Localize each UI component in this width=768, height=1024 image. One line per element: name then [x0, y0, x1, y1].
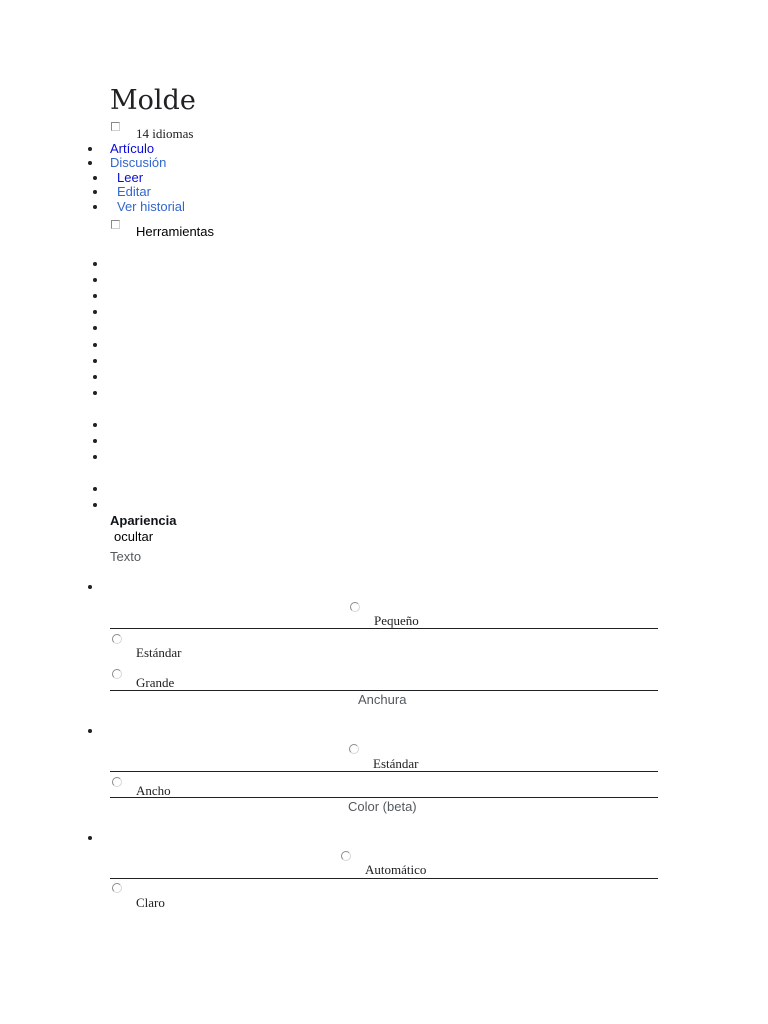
text-size-large-radio[interactable] — [112, 669, 122, 679]
width-wide-label: Ancho — [136, 783, 171, 798]
list-bullet — [88, 836, 92, 840]
color-light-label: Claro — [136, 895, 165, 910]
width-label: Anchura — [358, 692, 407, 707]
list-bullet — [93, 278, 97, 282]
list-bullet — [93, 359, 97, 363]
list-bullet — [88, 161, 92, 165]
text-size-label: Texto — [110, 549, 142, 564]
list-bullet — [93, 439, 97, 443]
list-bullet — [93, 391, 97, 395]
text-size-small-radio[interactable] — [350, 602, 360, 612]
list-bullet — [93, 375, 97, 379]
tab-read[interactable]: Leer — [117, 170, 144, 185]
list-bullet — [93, 310, 97, 314]
list-bullet — [93, 326, 97, 330]
language-menu-label[interactable]: 14 idiomas — [136, 126, 194, 141]
appearance-heading: Apariencia — [110, 513, 177, 528]
tab-discussion[interactable]: Discusión — [110, 155, 167, 170]
list-bullet — [93, 503, 97, 507]
width-standard-label: Estándar — [373, 756, 419, 771]
list-bullet — [93, 423, 97, 427]
list-bullet — [93, 190, 97, 194]
color-auto-label: Automático — [365, 862, 427, 877]
text-size-small-label: Pequeño — [374, 613, 419, 628]
divider — [110, 771, 658, 772]
appearance-hide-button[interactable]: ocultar — [114, 529, 154, 544]
text-size-large-label: Grande — [136, 675, 175, 690]
tab-edit[interactable]: Editar — [117, 184, 151, 199]
text-size-standard-label: Estándar — [136, 645, 182, 660]
list-bullet — [93, 205, 97, 209]
list-bullet — [93, 487, 97, 491]
color-light-radio[interactable] — [112, 883, 122, 893]
list-bullet — [93, 455, 97, 459]
tools-menu-checkbox[interactable] — [111, 220, 120, 229]
list-bullet — [93, 262, 97, 266]
list-bullet — [88, 729, 92, 733]
language-menu-checkbox[interactable] — [111, 122, 120, 131]
text-size-standard-radio[interactable] — [112, 634, 122, 644]
list-bullet — [93, 294, 97, 298]
tab-article[interactable]: Artículo — [110, 141, 155, 156]
width-standard-radio[interactable] — [349, 744, 359, 754]
page-title: Molde — [110, 85, 196, 116]
list-bullet — [93, 343, 97, 347]
divider — [110, 797, 658, 798]
list-bullet — [88, 585, 92, 589]
list-bullet — [88, 147, 92, 151]
color-auto-radio[interactable] — [341, 851, 351, 861]
tab-history[interactable]: Ver historial — [117, 199, 185, 214]
divider — [110, 690, 658, 691]
width-wide-radio[interactable] — [112, 777, 122, 787]
divider — [110, 628, 658, 629]
tools-menu-label[interactable]: Herramientas — [136, 224, 215, 239]
divider — [110, 878, 658, 879]
list-bullet — [93, 176, 97, 180]
color-label: Color (beta) — [348, 799, 417, 814]
